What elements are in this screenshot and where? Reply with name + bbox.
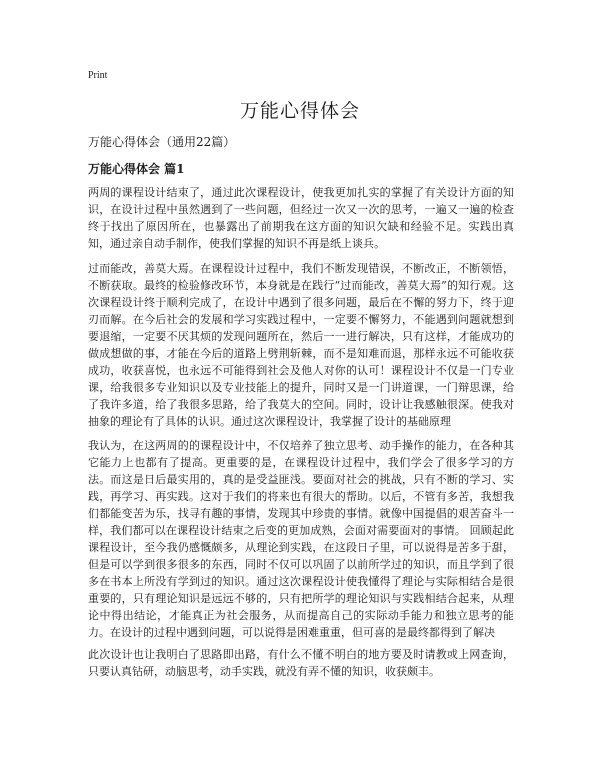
paragraph: 两周的课程设计结束了，通过此次课程设计，使我更加扎实的掌握了有关设计方面的知识，在设计过程中虽然遇到了一些问题，但经过一次又一次的思考，一遍又一遍的检查终于找出了原因所在，也暴露出了前期我在这方面的知识欠缺和经验不足。实践出真知，通过亲自动手制作，使我们掌握的知识不再是纸上谈兵。: [88, 186, 514, 250]
paragraph: 此次设计也让我明白了思路即出路，有什么不懂不明白的地方要及时请教或上网查询，只要认真钻研，动脑思考，动手实践，就没有弄不懂的知识，收获颇丰。: [88, 648, 514, 678]
print-link[interactable]: Print: [88, 70, 108, 81]
paragraph: 过而能改，善莫大焉。在课程设计过程中，我们不断发现错误，不断改正，不断领悟，不断获取。最终的检验修改环节，本身就是在践行“过而能改，善莫大焉”的知行观。这次课程设计终于顺利完成了，在设计中遇到了很多问题，最后在不懈的努力下，终于迎刃而解。在今后社会的发展和学习实践过程中，一定要不懈努力，不能遇到问题就想到要退缩，一定要不厌其烦的发现问题所在，然后一一进行解决，只有这样，才能成功的做成想做的事，才能在今后的道路上劈荆斩棘，而不是知难而退，那样永远不可能收获成功，收获喜悦，也永远不可能得到社会及他人对你的认可！课程设计不仅是一门专业课，给我很多专业知识以及专业技能上的提升，同时又是一门讲道课，一门辩思课，给了我许多道，给了我很多思路，给了我莫大的空间。同时，设计让我感触很深。使我对抽象的理论有了具体的认识。通过这次课程设计，我掌握了设计的基础原理: [88, 262, 514, 428]
paragraph: 我认为，在这两周的的课程设计中，不仅培养了独立思考、动手操作的能力，在各种其它能力上也都有了提高。更重要的是，在课程设计过程中，我们学会了很多学习的方法。而这是日后最实用的，真的是受益匪浅。要面对社会的挑战，只有不断的学习、实践，再学习、再实践。这对于我们的将来也有很大的帮助。以后，不管有多苦，我想我们都能变苦为乐，找寻有趣的事情，发现其中珍贵的事情。就像中国提倡的艰苦奋斗一样，我们都可以在课程设计结束之后变的更加成熟，会面对需要面对的事情。 回顾起此课程设计，至今我仍感慨颇多，从理论到实践，在这段日子里，可以说得是苦多于甜，但是可以学到很多很多的东西，同时不仅可以巩固了以前所学过的知识，而且学到了很多在书本上所没有学到过的知识。通过这次课程设计使我懂得了理论与实际相结合是很重要的，只有理论知识是远远不够的，只有把所学的理论知识与实践相结合起来，从理论中得出结论，才能真正为社会服务，从而提高自己的实际动手能力和独立思考的能力。在设计的过程中遇到问题，可以说得是困难重重，但可喜的是最终都得到了解决: [88, 439, 514, 639]
document-subtitle: 万能心得体会（通用22篇）: [88, 135, 236, 149]
page-title: 万能心得体会: [239, 100, 360, 122]
section-heading: 万能心得体会 篇1: [88, 162, 185, 176]
